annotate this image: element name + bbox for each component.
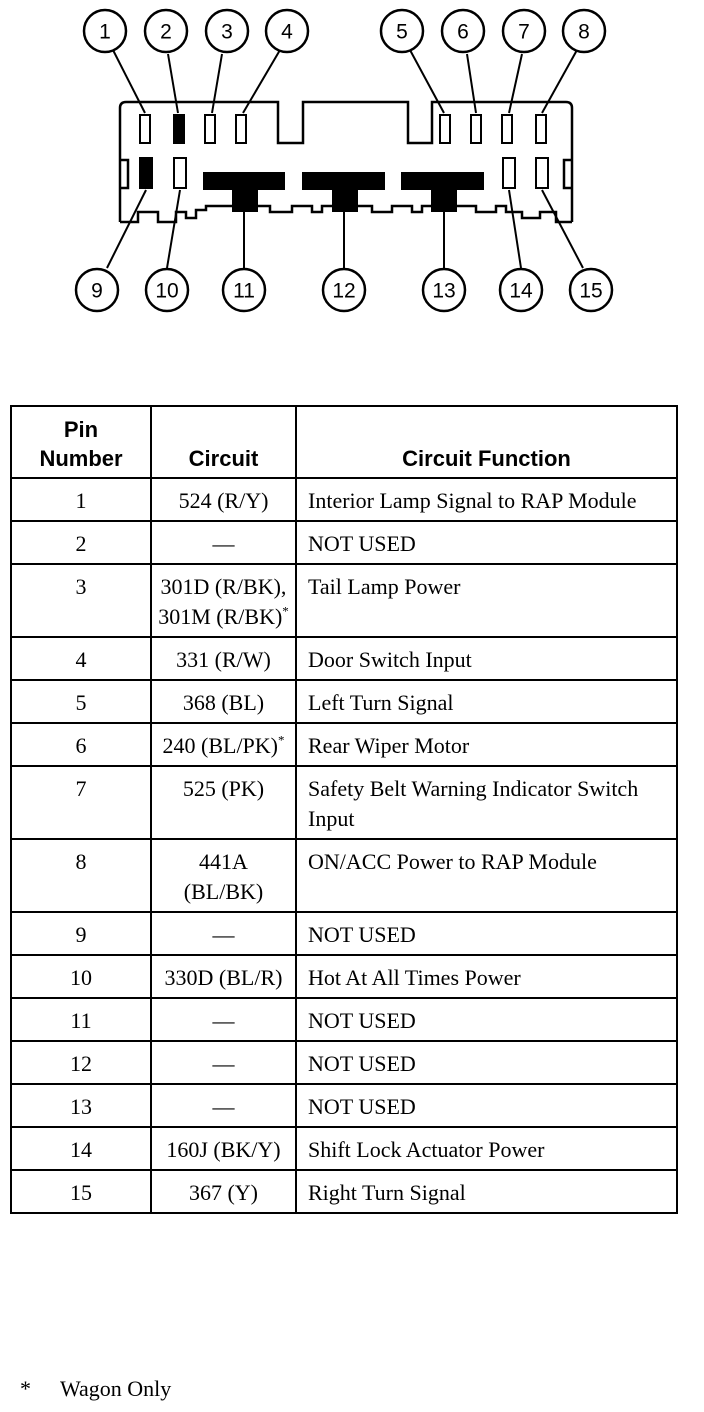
pin-number-cell: 8 [11, 839, 151, 912]
circuit-function-cell: Interior Lamp Signal to RAP Module [296, 478, 677, 521]
callout-label-1: 1 [99, 20, 111, 44]
callout-label-3: 3 [221, 20, 233, 44]
circuit-cell [151, 839, 296, 912]
footnote-mark: * [20, 1376, 31, 1401]
pin-slot-15 [536, 158, 548, 188]
circuit-cell [151, 1041, 296, 1084]
pin-number-cell: 2 [11, 521, 151, 564]
circuit-text: 330D (BL/R) [164, 965, 283, 990]
pin-slot-1 [140, 115, 150, 143]
circuit-text: 368 (BL) [182, 690, 265, 715]
header-circuit: Circuit [151, 406, 296, 478]
pin-number-cell: 9 [11, 912, 151, 955]
header-pin-number [11, 406, 151, 478]
circuit-function-cell: NOT USED [296, 521, 677, 564]
table-row [11, 1170, 677, 1213]
pin-slot-5 [440, 115, 450, 143]
circuit-cell [151, 998, 296, 1041]
pin-number-cell: 1 [11, 478, 151, 521]
pin-slot-6 [471, 115, 481, 143]
header-pin-line1: Pin [63, 417, 99, 442]
pin-number-cell: 4 [11, 637, 151, 680]
circuit-function-cell: NOT USED [296, 998, 677, 1041]
circuit-cell [151, 564, 296, 637]
footnote-text: Wagon Only [60, 1376, 172, 1401]
callout-label-6: 6 [457, 20, 469, 44]
circuit-text: 160J (BK/Y) [166, 1137, 281, 1162]
pin-number-cell: 7 [11, 766, 151, 839]
circuit-function-cell: Rear Wiper Motor [296, 723, 677, 766]
pin-number-cell: 10 [11, 955, 151, 998]
table-row [11, 912, 677, 955]
table-row [11, 680, 677, 723]
pin-number-cell: 13 [11, 1084, 151, 1127]
header-circuit-function: Circuit Function [296, 406, 677, 478]
pin-number-cell: 6 [11, 723, 151, 766]
table-row [11, 637, 677, 680]
circuit-text: 240 (BL/PK) [162, 733, 278, 758]
pin-number-cell: 15 [11, 1170, 151, 1213]
table-row [11, 1127, 677, 1170]
circuit-function-cell: NOT USED [296, 912, 677, 955]
circuit-footnote-mark: * [282, 603, 289, 619]
circuit-cell [151, 1127, 296, 1170]
callout-label-4: 4 [281, 20, 293, 44]
circuit-function-cell: Shift Lock Actuator Power [296, 1127, 677, 1170]
callout-label-11: 11 [233, 279, 255, 303]
table-header-row [11, 406, 677, 478]
pin-slot-7 [502, 115, 512, 143]
circuit-text: — [212, 1094, 235, 1119]
circuit-cell [151, 1084, 296, 1127]
callout-label-15: 15 [579, 279, 603, 303]
circuit-text: — [212, 1008, 235, 1033]
circuit-text: — [212, 922, 235, 947]
pin-slot-4 [236, 115, 246, 143]
circuit-text: — [212, 531, 235, 556]
callout-label-7: 7 [518, 20, 530, 44]
callout-label-8: 8 [578, 20, 590, 44]
callout-label-5: 5 [396, 20, 408, 44]
table-row [11, 564, 677, 637]
callout-label-12: 12 [332, 279, 356, 303]
table-row [11, 521, 677, 564]
table-row [11, 478, 677, 521]
circuit-text: 441A (BL/BK) [183, 849, 264, 904]
pin-number-cell: 11 [11, 998, 151, 1041]
circuit-cell [151, 912, 296, 955]
callout-label-14: 14 [509, 279, 533, 303]
pin-slot-8 [536, 115, 546, 143]
callout-label-2: 2 [160, 20, 172, 44]
circuit-text: 331 (R/W) [176, 647, 271, 672]
pin-number-cell: 14 [11, 1127, 151, 1170]
pin-number-cell: 5 [11, 680, 151, 723]
footnote [20, 1376, 171, 1402]
circuit-function-cell: Hot At All Times Power [296, 955, 677, 998]
circuit-function-cell: Tail Lamp Power [296, 564, 677, 637]
callout-label-10: 10 [155, 279, 179, 303]
circuit-function-cell: Safety Belt Warning Indicator Switch Input [296, 766, 677, 839]
circuit-text: — [212, 1051, 235, 1076]
table-row [11, 1041, 677, 1084]
pin-number-cell: 12 [11, 1041, 151, 1084]
circuit-function-cell: Right Turn Signal [296, 1170, 677, 1213]
circuit-cell [151, 478, 296, 521]
pin-slot-14 [503, 158, 515, 188]
circuit-cell [151, 723, 296, 766]
table-row [11, 723, 677, 766]
callout-label-9: 9 [91, 279, 103, 303]
header-pin-line2: Number [39, 446, 123, 471]
pin-table [10, 405, 678, 1214]
circuit-footnote-mark: * [278, 732, 285, 748]
callout-label-13: 13 [432, 279, 456, 303]
circuit-function-cell: Door Switch Input [296, 637, 677, 680]
table-row [11, 955, 677, 998]
circuit-cell [151, 637, 296, 680]
pin-table-body [11, 478, 677, 1213]
circuit-cell [151, 955, 296, 998]
circuit-text: 301D (R/BK), 301M (R/BK) [158, 574, 287, 629]
table-row [11, 839, 677, 912]
circuit-text: 525 (PK) [182, 776, 265, 801]
circuit-function-cell: NOT USED [296, 1084, 677, 1127]
circuit-function-cell: ON/ACC Power to RAP Module [296, 839, 677, 912]
table-row [11, 998, 677, 1041]
connector-diagram [0, 0, 704, 330]
circuit-cell [151, 680, 296, 723]
circuit-cell [151, 1170, 296, 1213]
circuit-function-cell: Left Turn Signal [296, 680, 677, 723]
circuit-cell [151, 766, 296, 839]
table-row [11, 766, 677, 839]
circuit-function-cell: NOT USED [296, 1041, 677, 1084]
circuit-text: 524 (R/Y) [178, 488, 269, 513]
pin-slot-10 [174, 158, 186, 188]
pin-number-cell: 3 [11, 564, 151, 637]
pin-slot-2 [174, 115, 184, 143]
circuit-cell [151, 521, 296, 564]
pin-slot-9 [140, 158, 152, 188]
table-row [11, 1084, 677, 1127]
circuit-text: 367 (Y) [188, 1180, 259, 1205]
pin-slot-3 [205, 115, 215, 143]
